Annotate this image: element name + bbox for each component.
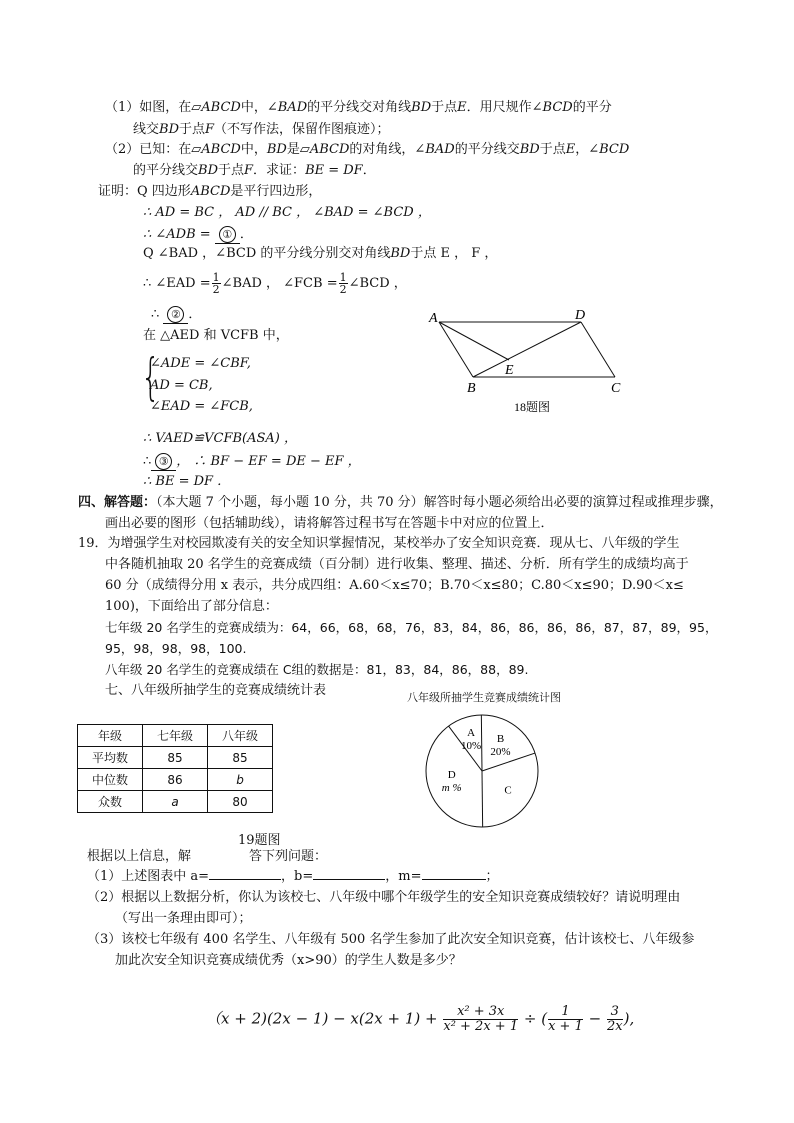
blank-3: ③ — [155, 453, 172, 470]
q19-grade7-scores: 七年级 20 名学生的竞赛成绩为：64，66，68，68，76，83，84，86，86，86，86，87，87，89，95， — [105, 620, 718, 635]
q19-sub1: （1）上述图表中 a= ，b= ，m= ； — [87, 869, 499, 884]
blank-1: ① — [219, 226, 236, 243]
q19-line3: 60 分（成绩得分用 x 表示，共分成四组：A.60＜x≤70；B.70＜x≤80；C.80＜x≤90；D.90＜x≤ — [105, 578, 684, 593]
q19-sub2-2: （写出一条理由即可）； — [115, 911, 252, 926]
answer-b-blank[interactable] — [313, 879, 385, 880]
table-header-row — [78, 725, 273, 747]
pie-slice-label: D — [447, 769, 456, 782]
q19-line2: 中各随机抽取 20 名学生的竞赛成绩（百分制）进行收集、整理、描述、分析．所有学生的成绩均高于 — [105, 557, 689, 572]
table-cell: 七年级 — [143, 725, 208, 747]
pie-slice-boundary — [481, 715, 482, 771]
vertex-a: A — [429, 311, 438, 326]
table-cell: 众数 — [78, 791, 143, 813]
proof-line3: ∴ ∠ADB = ① ． — [143, 227, 253, 242]
proof-line5: ∴ ∠EAD = $\frac{1}{2}$ ∠BAD ， ∠FCB = $\frac{1}{2}$ ∠BCD ， — [143, 271, 407, 296]
system-brace: { — [141, 348, 161, 406]
proof-line4: Q ∠BAD ，∠BCD 的平分线分别交对角线BD于点 E ， F ， — [143, 246, 498, 261]
vertex-d: D — [575, 308, 586, 323]
table-row — [78, 791, 273, 813]
q18-part2-line2: 的平分线交BD于点F．求证：BE = DF． — [133, 163, 376, 178]
table-title: 七、八年级所抽学生的竞赛成绩统计表 — [105, 683, 327, 698]
proof-line8: ∴ VAED≌VCFB(ASA) ， — [143, 431, 297, 446]
figure-19-caption: 19题图 — [238, 833, 281, 848]
table-cell: 86 — [143, 769, 208, 791]
pie-slice-value: 10% — [461, 739, 482, 752]
q18-part2-line1: （2）已知：在▱ABCD中，BD是▱ABCD的对角线，∠BAD的平分线交BD于点E，∠BCD — [105, 142, 630, 157]
pie-slice-boundary — [482, 771, 483, 827]
q19-line4: 100)，下面给出了部分信息： — [105, 599, 278, 614]
table-cell: 80 — [208, 791, 273, 813]
table-cell: 中位数 — [78, 769, 143, 791]
system-eq2: AD = CB, — [150, 378, 213, 393]
q19-grade7-scores-2: 95，98，98，98，100. — [105, 641, 247, 656]
vertex-b: B — [467, 381, 476, 396]
table-cell: 85 — [143, 747, 208, 769]
system-eq1: ∠ADE = ∠CBF, — [150, 356, 251, 371]
q19-sub3-2: 加此次安全知识竞赛成绩优秀（x>90）的学生人数是多少？ — [115, 953, 462, 968]
table-cell: 平均数 — [78, 747, 143, 769]
pie-title: 八年级所抽学生竞赛成绩统计图 — [407, 691, 561, 704]
stats-table — [77, 724, 273, 813]
proof-line10: ∴ BE = DF ． — [143, 474, 231, 489]
pie-slice-label: C — [504, 784, 512, 797]
q19-sub3: （3）该校七年级有 400 名学生、八年级有 500 名学生参加了此次安全知识竞赛，估计该校七、八年级参 — [87, 932, 695, 947]
q18-part1-line1: （1）如图，在▱ABCD中，∠BAD的平分线交对角线BD于点E．用尺规作∠BCD的平分 — [105, 100, 612, 115]
section-4-intro: 四、解答题：（本大题 7 个小题，每小题 10 分，共 70 分）解答时每小题必须给出必要的演算过程或推理步骤， — [78, 495, 723, 510]
table-row — [78, 769, 273, 791]
table-cell: 八年级 — [208, 725, 273, 747]
pie-chart — [420, 705, 560, 835]
section-4-intro-2: 画出必要的图形（包括辅助线），请将解答过程书写在答题卡中对应的位置上． — [105, 516, 554, 531]
proof-line7: 在 △AED 和 VCFB 中， — [143, 328, 289, 343]
figure-18 — [425, 303, 635, 418]
vertex-c: C — [611, 381, 621, 396]
vertex-e: E — [505, 363, 514, 378]
proof-line2: ∴ AD = BC ， AD // BC ， ∠BAD = ∠BCD ， — [143, 205, 431, 220]
q19-line1: 19．为增强学生对校园欺凌有关的安全知识掌握情况，某校举办了安全知识竞赛．现从七、八年级的学生 — [78, 536, 680, 551]
table-cell: 85 — [208, 747, 273, 769]
table-cell i: b — [208, 769, 273, 791]
q19-grade8-c: 八年级 20 名学生的竞赛成绩在 C组的数据是：81，83，84，86，88，89. — [105, 662, 529, 677]
answer-a-blank[interactable] — [209, 879, 281, 880]
q19-prompt: 根据以上信息，解 答下列问题： — [87, 849, 328, 864]
q19-sub2: （2）根据以上数据分析，你认为该校七、八年级中哪个年级学生的安全知识竞赛成绩较好？请说明理由 — [87, 890, 681, 905]
pie-slice-value: 20% — [490, 745, 511, 758]
system-eq3: ∠EAD = ∠FCB, — [150, 399, 253, 414]
figure-18-caption: 18题图 — [514, 400, 551, 414]
table-cell: a — [143, 791, 208, 813]
table-cell: 年级 — [78, 725, 143, 747]
pie-slice-label: B — [496, 732, 505, 745]
proof-line9: ∴ ③ ， ∴ BF − EF = DE − EF ， — [143, 454, 361, 469]
q18-part1-line2: 线交BD于点F（不写作法，保留作图痕迹）； — [133, 122, 390, 137]
table-row — [78, 747, 273, 769]
pie-slice-value: m % — [441, 782, 462, 795]
answer-m-blank[interactable] — [422, 879, 486, 880]
blank-2: ② — [167, 306, 184, 323]
proof-line6: ∴ ② ． — [151, 307, 202, 322]
pie-slice-label: A — [467, 726, 476, 739]
proof-line1: 证明：Q 四边形ABCD是平行四边形， — [98, 184, 322, 199]
formula: （x + 2)(2x − 1) − x(2x + 1) + $\frac{\text{x² + 3x}}{\text{x² + 2x + 1}}$ ÷ ( $\frac{1}{x + 1}$ − $\frac{3}{2x}$ ), — [206, 1004, 635, 1034]
